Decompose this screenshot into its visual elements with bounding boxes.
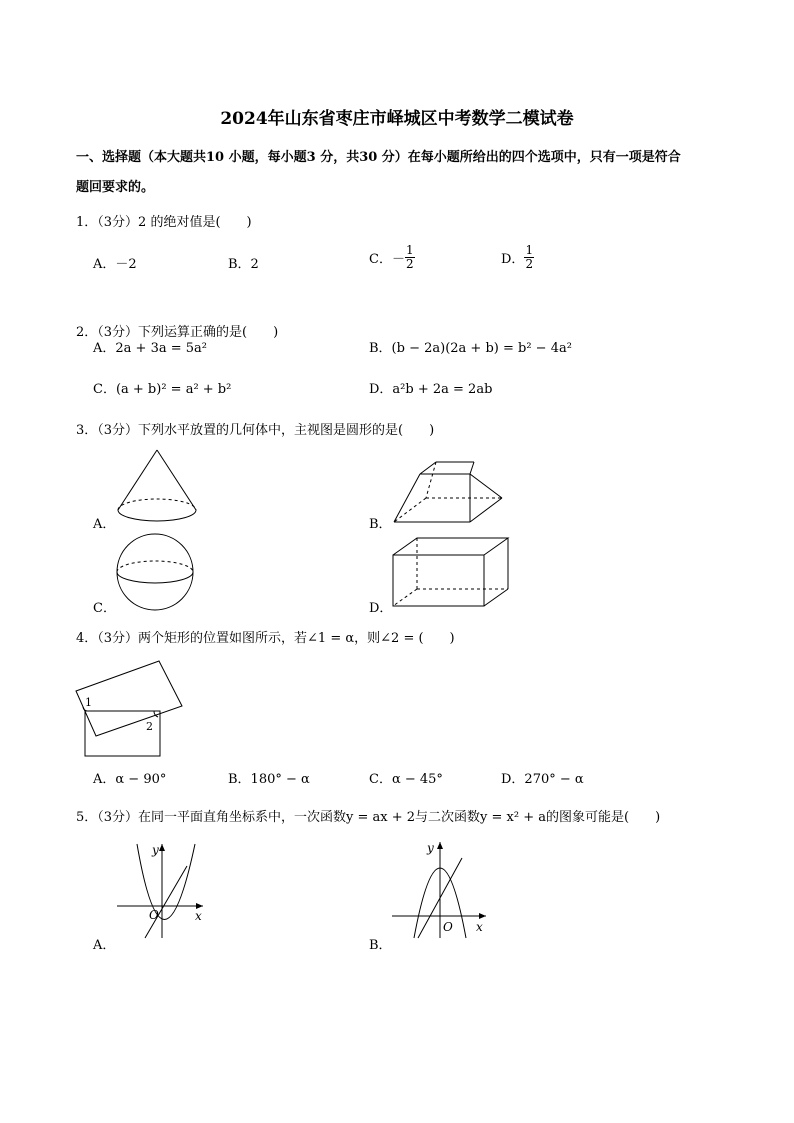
- q2-option-b: B．(b − 2a)(2a + b) = b² − 4a²: [369, 341, 572, 356]
- cuboid-figure: [390, 535, 520, 610]
- q1-c-denominator: 2: [405, 257, 414, 271]
- graph-a-y-label: y: [152, 843, 159, 857]
- cone-figure: [112, 448, 202, 526]
- q1-option-c-fraction: [405, 244, 415, 271]
- two-rectangles-figure: [74, 656, 184, 761]
- section-heading-line1: 一、选择题（本大题共10 小题，每小题3 分，共30 分）在每小题所给出的四个选项中，只有一项是符合: [76, 150, 681, 165]
- graph-a: [115, 840, 215, 945]
- q1-option-d: [501, 244, 534, 271]
- q3-option-c: C．: [93, 601, 116, 616]
- angle-2-label: 2: [146, 720, 153, 733]
- graph-a-origin-label: O: [149, 908, 159, 922]
- q1-option-d-prefix: D．: [501, 252, 525, 267]
- graph-b-y-label: y: [427, 841, 434, 855]
- q1-option-c: [369, 244, 415, 271]
- q2-option-d: D．a²b + 2a = 2ab: [369, 382, 493, 397]
- q3-option-d: D．: [369, 601, 393, 616]
- q4-option-d: D．270° − α: [501, 772, 584, 787]
- q2-option-c: C．(a + b)² = a² + b²: [93, 382, 232, 397]
- frustum-figure: [390, 458, 520, 528]
- q1-d-denominator: 2: [525, 257, 534, 271]
- q5-option-a: A．: [93, 938, 116, 953]
- angle-1-label: 1: [85, 696, 92, 709]
- q4-option-b: B．180° − α: [228, 772, 310, 787]
- question-3-stem: 3．（3分）下列水平放置的几何体中，主视图是圆形的是( ): [76, 423, 435, 438]
- q1-c-numerator: 1: [405, 243, 414, 257]
- q1-option-c-prefix: C．－: [369, 252, 405, 267]
- graph-b-x-label: x: [476, 920, 483, 934]
- graph-a-x-label: x: [195, 909, 202, 923]
- q1-d-numerator: 1: [525, 243, 534, 257]
- graph-b: [390, 838, 495, 943]
- section-heading-line2: 题回要求的。: [76, 180, 155, 195]
- q1-option-a: A．－2: [93, 257, 137, 272]
- page-title: 2024年山东省枣庄市峄城区中考数学二模试卷: [220, 109, 574, 129]
- graph-b-origin-label: O: [443, 920, 453, 934]
- q4-option-a: A．α − 90°: [93, 772, 167, 787]
- q4-option-c: C．α − 45°: [369, 772, 443, 787]
- sphere-figure: [115, 532, 195, 612]
- q3-option-b: B．: [369, 517, 392, 532]
- question-5-stem: 5．（3分）在同一平面直角坐标系中，一次函数y = ax + 2与二次函数y = x² + a的图象可能是( ): [76, 810, 661, 825]
- q1-option-b: B．2: [228, 257, 259, 272]
- q5-option-b: B．: [369, 938, 392, 953]
- question-1-stem: 1．（3分）2 的绝对值是( ): [76, 215, 252, 230]
- q3-option-a: A．: [93, 517, 116, 532]
- q1-option-d-fraction: [524, 244, 534, 271]
- question-2-stem: 2．（3分）下列运算正确的是( ): [76, 325, 279, 340]
- question-4-stem: 4．（3分）两个矩形的位置如图所示，若∠1 = α，则∠2 = ( ): [76, 631, 455, 646]
- q2-option-a: A．2a + 3a = 5a²: [93, 341, 207, 356]
